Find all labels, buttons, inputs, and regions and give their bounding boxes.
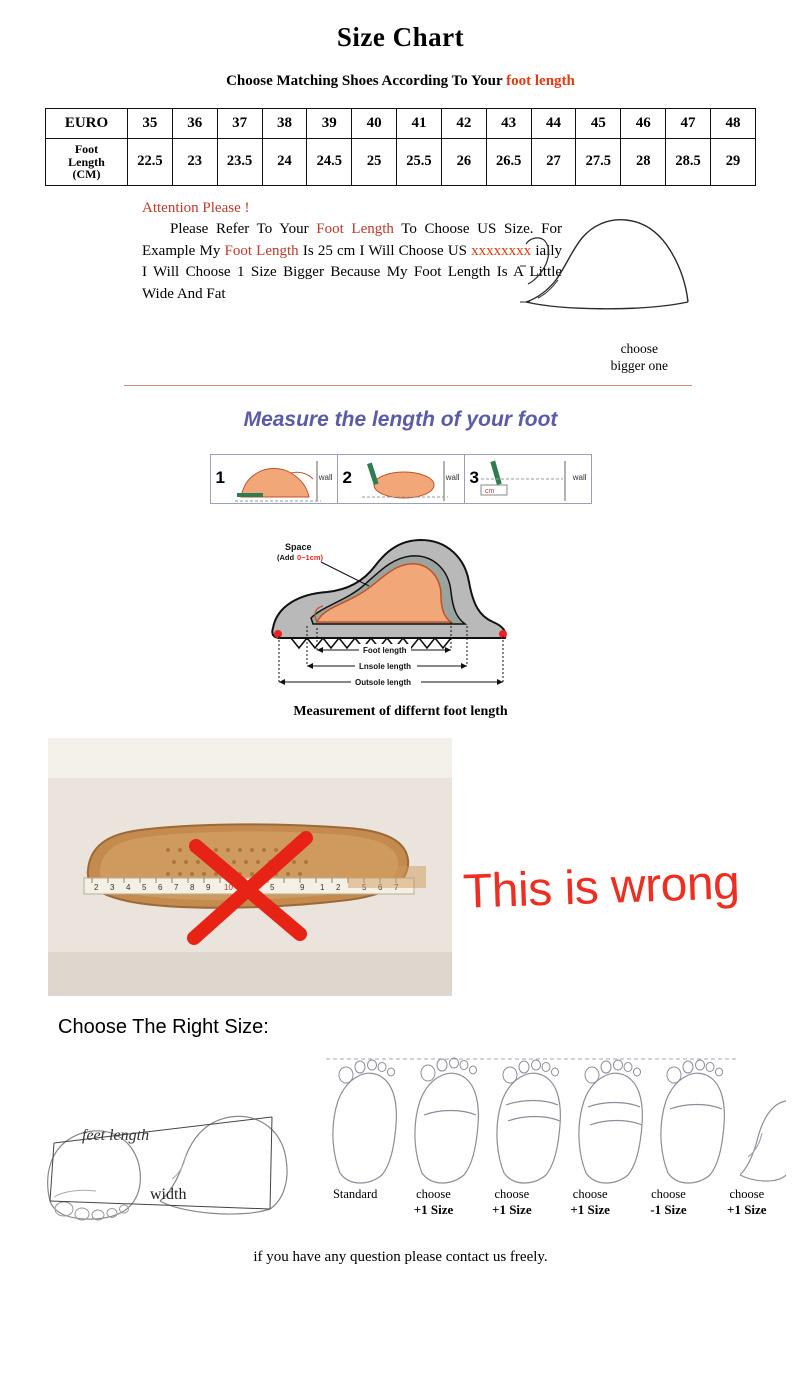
attention-line5: And Fat (176, 286, 226, 303)
table-row-foot-length (46, 139, 756, 186)
sole-label-bottom: +1 Size (727, 1202, 767, 1218)
sole-label-4 (629, 1187, 707, 1219)
svg-text:9: 9 (206, 882, 211, 892)
svg-text:10: 10 (224, 882, 233, 892)
attention-line3a: Will Choose US (368, 242, 472, 259)
sole-label-bottom: -1 Size (650, 1202, 687, 1218)
table-cell: 37 (217, 109, 262, 139)
foot-top-step2-icon (356, 457, 456, 505)
measure-heading: Measure the length of your foot (243, 407, 558, 431)
svg-text:5: 5 (270, 882, 275, 892)
size-chart-table-wrap (45, 108, 756, 186)
table-cell: 43 (486, 109, 531, 139)
svg-text:1: 1 (320, 882, 325, 892)
wrong-example-row (0, 738, 801, 1000)
svg-text:8: 8 (190, 882, 195, 892)
sole-label-top: choose (572, 1186, 608, 1201)
svg-text:4: 4 (126, 882, 131, 892)
step-wall-label: wall (445, 472, 460, 482)
width-label: width (150, 1185, 187, 1203)
table-cell: 47 (666, 109, 711, 139)
dim-label-foot: Foot length (362, 645, 407, 655)
table-cell: 28.5 (666, 139, 711, 186)
foot-side-step1-icon (229, 457, 329, 505)
table-cell: 29 (710, 139, 755, 186)
sole-label-top: choose (494, 1186, 530, 1201)
table-cell: 42 (441, 109, 486, 139)
table-cell: 24 (262, 139, 307, 186)
sole-label-top: Standard (332, 1186, 378, 1201)
table-cell: 39 (307, 109, 352, 139)
measure-step-1 (211, 455, 338, 503)
svg-text:2: 2 (94, 882, 99, 892)
foot-outline-sketch-icon (520, 206, 700, 326)
wrong-label: This is wrong (462, 855, 741, 919)
foot-measurement-svg (251, 510, 551, 700)
table-cell: 26.5 (486, 139, 531, 186)
insole-photo-svg (48, 738, 452, 996)
choose-bigger-note (611, 341, 668, 375)
svg-text:cm: cm (484, 487, 494, 495)
svg-text:9: 9 (300, 882, 305, 892)
subtitle-highlight: foot length (506, 73, 575, 89)
svg-text:6: 6 (158, 882, 163, 892)
table-cell: 28 (621, 139, 666, 186)
sole-label-2 (473, 1187, 551, 1219)
page-subtitle (0, 73, 801, 90)
sole-shapes-svg (316, 1045, 786, 1195)
table-cell: 22.5 (128, 139, 173, 186)
feet-length-width-svg (20, 1051, 310, 1231)
sole-labels-row (316, 1187, 786, 1219)
measure-steps (210, 454, 592, 504)
attention-body (142, 219, 562, 306)
measure-step-2 (338, 455, 465, 503)
measurement-caption: Measurement of differnt foot length (293, 703, 508, 719)
svg-text:7: 7 (174, 882, 179, 892)
table-cell: 38 (262, 109, 307, 139)
table-cell: 36 (172, 109, 217, 139)
ruler-step3-icon (475, 457, 575, 505)
subtitle-prefix: Choose Matching Shoes According To Your (226, 73, 507, 89)
sole-label-3 (551, 1187, 629, 1219)
bottom-illustrations (0, 1045, 801, 1245)
foot-measurement-diagram (251, 510, 551, 700)
measure-step-3 (465, 455, 591, 503)
table-cell: 23 (172, 139, 217, 186)
table-cell: 41 (397, 109, 442, 139)
table-cell: 48 (710, 109, 755, 139)
sole-label-top: choose (651, 1186, 686, 1201)
dim-label-outsole: Outsole length (354, 677, 411, 687)
choose-bigger-line1: choose (620, 341, 659, 357)
table-cell: 35 (128, 109, 173, 139)
attention-line2c: Is 25 cm I (298, 242, 365, 259)
sole-label-top: choose (729, 1186, 765, 1201)
choose-bigger-line2: bigger one (610, 357, 668, 373)
sole-label-bottom: +1 Size (492, 1202, 532, 1218)
attention-line3b: xxxxxxxx (471, 242, 532, 259)
contact-note: if you have any question please contact us freely. (253, 1248, 548, 1265)
attention-line2a: US Size. For Example My (142, 220, 563, 259)
row-header-line1: Foot (74, 142, 99, 156)
svg-text:3: 3 (110, 882, 115, 892)
sole-label-5 (708, 1187, 786, 1219)
attention-line1c: To Choose (393, 220, 470, 237)
attention-line3c: ially I Will Choose 1 Size (142, 242, 563, 281)
insole-photo (48, 738, 452, 996)
svg-text:2: 2 (336, 882, 341, 892)
row-header-line2: Length (68, 154, 105, 169)
feet-length-label: feet length (82, 1126, 150, 1144)
sole-label-top: choose (416, 1186, 451, 1201)
table-cell: 46 (621, 109, 666, 139)
svg-text:Space: Space (284, 541, 312, 552)
attention-block (124, 200, 692, 386)
attention-line1a: Please Refer To Your (170, 220, 317, 237)
table-cell: 27.5 (576, 139, 621, 186)
table-cell: 26 (441, 139, 486, 186)
table-cell: 23.5 (217, 139, 262, 186)
attention-line1b: Foot Length (316, 220, 394, 237)
row-header-foot-length (46, 139, 128, 186)
sole-label-1 (394, 1187, 472, 1219)
sole-label-bottom: +1 Size (570, 1202, 610, 1218)
svg-text:0~1cm): 0~1cm) (296, 552, 323, 562)
svg-text:(Add: (Add (276, 552, 294, 562)
size-chart-table (45, 108, 756, 186)
sole-shapes-diagram (316, 1045, 786, 1235)
sole-label-bottom: +1 Size (413, 1202, 454, 1218)
page-title: Size Chart (336, 22, 465, 52)
table-cell: 25.5 (397, 139, 442, 186)
dim-label-insole: Lnsole length (358, 661, 411, 671)
table-cell: 45 (576, 109, 621, 139)
row-header-euro: EURO (46, 109, 128, 139)
table-row-euro (46, 109, 756, 139)
table-cell: 24.5 (307, 139, 352, 186)
table-cell: 44 (531, 109, 576, 139)
step-number: 3 (469, 467, 479, 487)
step-wall-label: wall (572, 472, 587, 482)
table-cell: 27 (531, 139, 576, 186)
attention-title: Attention Please ! (142, 199, 250, 216)
step-wall-label: wall (318, 472, 333, 482)
svg-text:5: 5 (142, 882, 147, 892)
table-cell: 25 (352, 139, 397, 186)
step-number: 1 (215, 467, 225, 487)
step-number: 2 (342, 467, 352, 487)
row-header-line3: (CM) (72, 167, 101, 182)
table-cell: 40 (352, 109, 397, 139)
attention-line2b: Foot Length (224, 242, 299, 259)
sole-label-0 (316, 1187, 394, 1219)
attention-line4: Bigger Because My Foot Length Is A Little Wide (142, 264, 563, 303)
feet-length-width-diagram (20, 1051, 310, 1231)
choose-right-size-heading: Choose The Right Size: (58, 1015, 269, 1038)
